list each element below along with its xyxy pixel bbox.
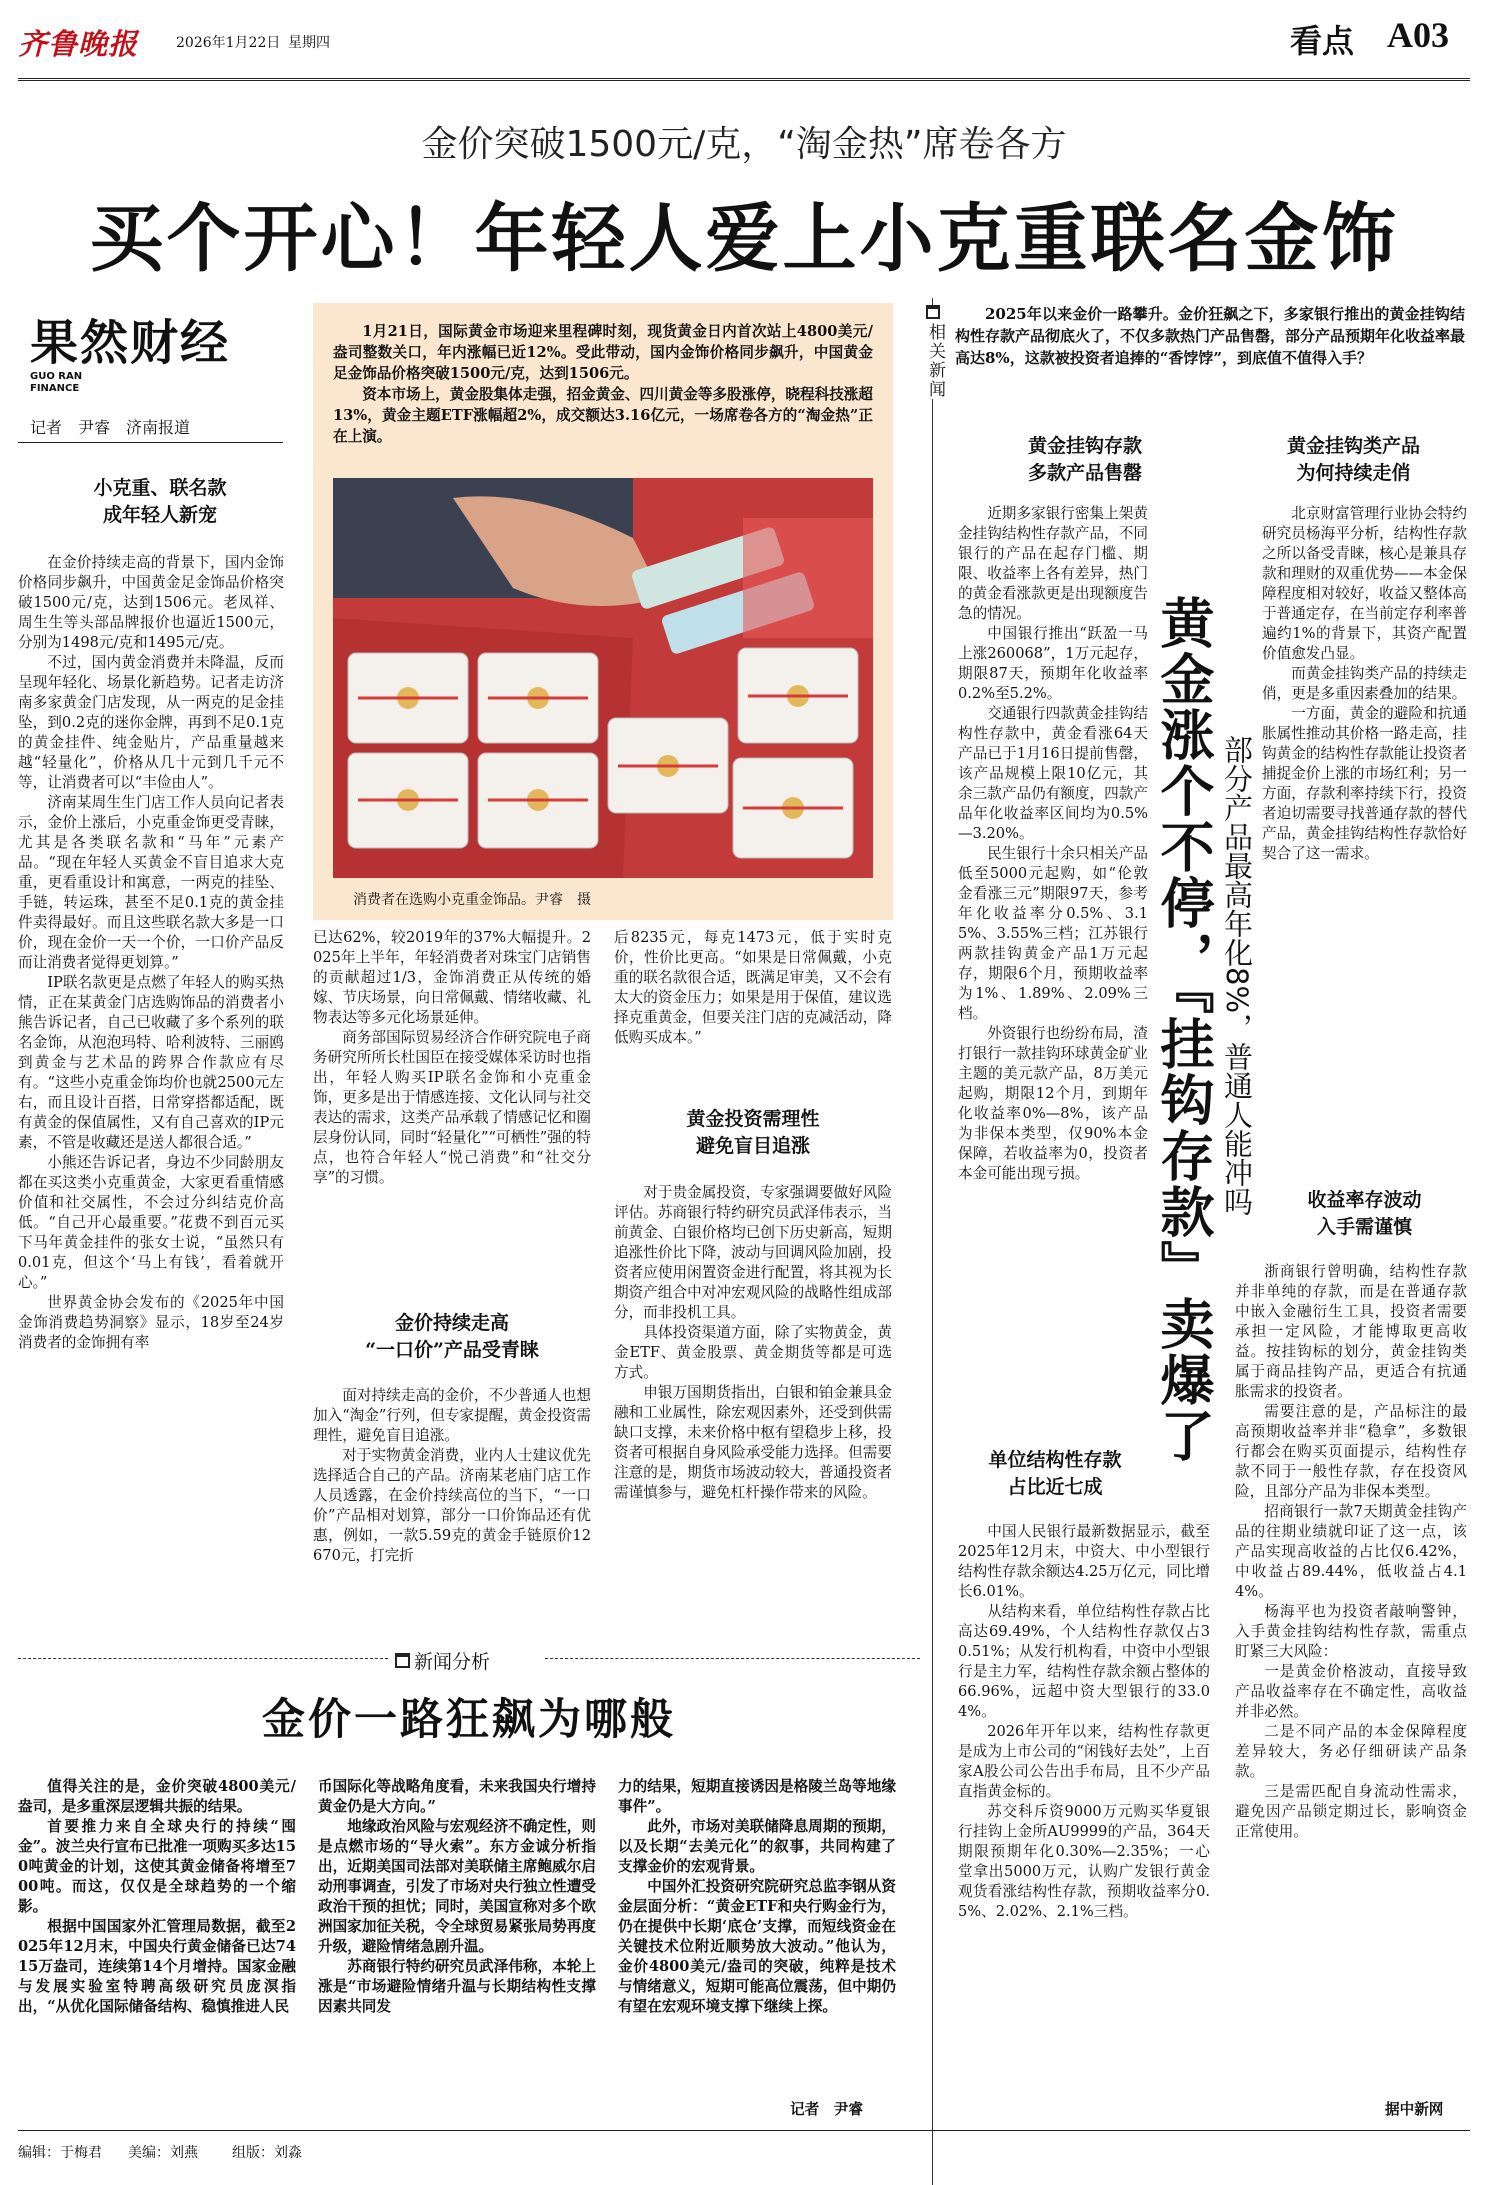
related-vertical-headline: 黄金涨个不停，『挂钩存款』卖爆了 [1152, 595, 1216, 1464]
col2-body [313, 928, 591, 1188]
analysis-rule-right [545, 1658, 920, 1659]
brand-name: 果然财经 [30, 315, 231, 371]
headline-main: 买个开心！年轻人爱上小克重联名金饰 [89, 196, 1399, 282]
related-lead-text: 2025年以来金价一路攀升。金价狂飙之下，多家银行推出的黄金挂钩结构性存款产品彻底火了，不仅多款热门产品售罄，部分产品预期年化收益率最高达8%，这款被投资者追捧的“香饽饽”，到底值不值得入手？ [955, 305, 1466, 367]
col3-para: 对于贵金属投资，专家强调要做好风险评估。苏商银行特约研究员武泽伟表示，当前黄金、白银价格均已创下历史新高，短期追涨性价比下降，波动与回调风险加剧，投资者应使用闲置资金进行配置，将其视为长期资产组合中对冲宏观风险的战略性组成部分，而非投机工具。 [614, 1184, 892, 1321]
analysis-para: 币国际化等战略角度看，未来我国央行增持黄金仍是大方向。” [318, 1778, 596, 1815]
column-divider [932, 298, 933, 2185]
col1-para: 在金价持续走高的背景下，国内金饰价格同步飙升，中国黄金足金饰品价格突破1500元/克，达到1506元。老凤祥、周生生等头部品牌报价也逼近1500元，分别为1498元/克和1495元/克。 [18, 554, 284, 651]
col1-para: 世界黄金协会发布的《2025年中国金饰消费趋势洞察》显示，18岁至24岁消费者的金饰拥有率 [18, 1294, 284, 1351]
byline: 记者 尹睿 济南报道 [30, 418, 191, 437]
col3-para: 后8235元，每克1473元，低于实时克价，性价比更高。“如果是日常佩戴，小克重的联名款很合适，既满足审美，又不会有太大的资金压力；如果是用于保值，建议选择克重黄金，但要关注门店的克减活动，降低购买成本。” [614, 929, 892, 1046]
relatedB-para: 二是不同产品的本金保障程度差异较大，务必仔细研读产品条款。 [1235, 1723, 1467, 1780]
byline-rule [18, 442, 283, 443]
related-label [923, 305, 943, 399]
col3-subhead: 黄金投资需理性 避免盲目追涨 [686, 1108, 820, 1157]
analysis-para: 根据中国国家外汇管理局数据，截至2025年12月末，中国央行黄金储备已达7415万盎司，连续第14个月增持。国家金融与发展实验室特聘高级研究员庞溟指出，“从优化国际储备结构、稳慎推进人民 [18, 1918, 296, 2015]
header-page-number: A03 [1387, 15, 1449, 55]
analysis-para: 此外，市场对美联储降息周期的预期，以及长期“去美元化”的叙事，共同构建了支撑金价的宏观背景。 [618, 1818, 896, 1875]
relatedA-para: 2026年开年以来，结构性存款更是成为上市公司的“闲钱好去处”，上百家A股公司公告出手布局，且不少产品直指黄金标的。 [958, 1723, 1210, 1800]
relatedA-body [958, 504, 1148, 1184]
relatedA-para: 交通银行四款黄金挂钩结构性存款中，黄金看涨64天产品已于1月16日提前售罄，该产品规模上限10亿元，其余三款产品仍有额度，四款产品年化收益率区间均为0.5%—3.20%。 [958, 705, 1148, 842]
analysis-para: 力的结果，短期直接诱因是格陵兰岛等地缘事件”。 [618, 1778, 896, 1815]
relatedB-para: 北京财富管理行业协会特约研究员杨海平分析，结构性存款之所以备受青睐，核心是兼具存款和理财的双重优势——本金保障程度相对较好，收益又整体高于普通定存，在当前定存利率普遍约1%的背景下，其资产配置价值愈发凸显。 [1262, 505, 1467, 662]
analysis-para: 地缘政治风险与宏观经济不确定性，则是点燃市场的“导火索”。东方金诚分析指出，近期美国司法部对美联储主席鲍威尔启动刑事调查，引发了市场对央行独立性遭受政治干预的担忧；同时，美国宣称对多个欧洲国家加征关税，令全球贸易紧张局势再度升级，避险情绪急剧升温。 [318, 1818, 596, 1955]
header-weekday: 星期四 [288, 35, 330, 51]
header-section: 看点 [1290, 22, 1355, 60]
relatedA-para: 苏交科斥资9000万元购买华夏银行挂钩上金所AU9999的产品，364天期限预期年化0.30%—2.35%；一心堂拿出5000万元，认购广发银行黄金观货看涨结构性存款，预期收益率分0.5%、2.02%、2.1%三档。 [958, 1803, 1210, 1920]
col1-para: 不过，国内黄金消费并未降温，反而呈现年轻化、场景化新趋势。记者走访济南多家黄金门店发现，从一两克的足金挂坠，到0.2克的迷你金牌，再到不足0.1克的黄金挂件、纯金贴片，产品重量越来越“轻量化”，价格从几十元到几千元不等，让消费者可以“丰俭由人”。 [18, 654, 284, 791]
col2-para: 面对持续走高的金价，不少普通人也想加入“淘金”行列，但专家提醒，黄金投资需理性，避免盲目追涨。 [313, 1387, 591, 1444]
summary-para: 资本市场上，黄金股集体走强，招金黄金、四川黄金等多股涨停，晓程科技涨超13%，黄金主题ETF涨幅超2%，成交额达3.16亿元，一场席卷各方的“淘金热”正在上演。 [333, 386, 873, 445]
relatedB-para: 三是需匹配自身流动性需求，避免因产品锁定期过长，影响资金正常使用。 [1235, 1783, 1467, 1840]
relatedB-para: 需要注意的是，产品标注的最高预期收益率并非“稳拿”，多数银行都会在购买页面提示，结构性存款不同于一般性存款，存在投资风险，且部分产品为非保本类型。 [1235, 1403, 1467, 1500]
relatedB-para: 浙商银行曾明确，结构性存款并非单纯的存款，而是在普通存款中嵌入金融衍生工具，投资者需要承担一定风险，才能博取更高收益。按挂钩标的划分，黄金挂钩类属于商品挂钩产品，更适合有抗通胀需求的投资者。 [1235, 1263, 1467, 1400]
related-vertical-subhead: 部分产品最高年化8%，普通人能冲吗 [1220, 735, 1254, 1217]
relatedA-para: 中国银行推出“跃盈一马上涨260068”，1万元起存，期限87天，预期年化收益率0.2%至5.2%。 [958, 625, 1148, 702]
relatedB-body2 [1235, 1262, 1467, 1842]
summary-para: 1月21日，国际黄金市场迎来里程碑时刻，现货黄金日内首次站上4800美元/盎司整数关口，年内涨幅已近12%。受此带动，国内金饰价格同步飙升，中国黄金足金饰品价格突破1500元/克，达到1506元。 [333, 323, 873, 382]
analysis-para: 值得关注的是，金价突破4800美元/盎司，是多重深层逻辑共振的结果。 [18, 1778, 296, 1815]
col1-para: IP联名款更是点燃了年轻人的购买热情，正在某黄金门店选购饰品的消费者小熊告诉记者，自己已收藏了多个系列的联名金饰，从泡泡玛特、哈利波特、三丽鸥到黄金与艺术品的跨界合作款应有尽有。“这些小克重金饰均价也就2500元左右，而且设计百搭，日常穿搭都适配，既有黄金的保值属性，又有自己喜欢的IP元素，不管是收藏还是送人都很合适。” [18, 974, 284, 1151]
col3-para: 具体投资渠道方面，除了实物黄金，黄金ETF、黄金股票、黄金期货等都是可选方式。 [614, 1324, 892, 1381]
news-photo [333, 478, 873, 878]
analysis-icon [395, 1653, 410, 1668]
analysis-rule-left [18, 1658, 388, 1659]
col2-para: 对于实物黄金消费，业内人士建议优先选择适合自己的产品。济南某老庙门店工作人员透露，在金价持续高位的当下，“一口价”产品相对划算，部分一口价饰品还有优惠，例如，一款5.59克的黄金手链原价12670元，打完折 [313, 1447, 591, 1564]
header-paper-name: 齐鲁晚报 [18, 27, 139, 61]
col1-body [18, 553, 284, 1353]
footer-editor: 编辑：于梅君 [18, 2145, 102, 2161]
brand-logo [30, 315, 230, 395]
relatedA-para: 民生银行十余只相关产品低至5000元起购，如“伦敦金看涨三元”期限97天，参考年化收益率分0.5%、3.15%、3.55%三档；江苏银行两款挂钩黄金产品1万元起存，期限6个月，预期收益率为1%、1.89%、2.09%三档。 [958, 845, 1148, 1022]
relatedB-subhead: 黄金挂钩类产品 为何持续走俏 [1286, 435, 1420, 484]
related-label-text: 相关新闻 [925, 323, 945, 399]
relatedA-para: 从结构来看，单位结构性存款占比高达69.49%，个人结构性存款仅占30.51%；从发行机构看，中资中小型银行是主力军，结构性存款余额占整体的66.96%，远超中资大型银行的33.04%。 [958, 1603, 1210, 1720]
relatedA-para: 中国人民银行最新数据显示，截至2025年12月末，中资大、中小型银行结构性存款余额达4.25万亿元，同比增长6.01%。 [958, 1523, 1210, 1600]
related-lead [955, 303, 1465, 369]
headline-deck: 金价突破1500元/克，“淘金热”席卷各方 [421, 124, 1067, 165]
col2-body2 [313, 1386, 591, 1566]
relatedA-subhead2: 单位结构性存款 占比近七成 [988, 1449, 1122, 1498]
relatedB-body [1262, 504, 1467, 864]
relatedA-subhead: 黄金挂钩存款 多款产品售罄 [1027, 435, 1142, 484]
header-date: 2026年1月22日 [176, 35, 281, 51]
analysis-label-text: 新闻分析 [414, 1651, 491, 1673]
relatedA-para: 近期多家银行密集上架黄金挂钩结构性存款产品，不同银行的产品在起存门槛、期限、收益率上各有差异，热门的黄金看涨款更是出现额度告急的情况。 [958, 505, 1148, 622]
footer-layout: 组版：刘淼 [232, 2145, 302, 2161]
brand-name-en: GUO RAN FINANCE [30, 371, 83, 394]
analysis-label [395, 1647, 490, 1674]
relatedB-para: 一是黄金价格波动，直接导致产品收益率存在不确定性，高收益并非必然。 [1235, 1663, 1467, 1720]
analysis-para: 中国外汇投资研究院研究总监李钢从资金层面分析：“黄金ETF和央行购金行为，仍在提供中长期‘底仓’支撑，而短线资金在关键技术位附近顺势放大波动。”他认为，金价4800美元/盎司的突破，纯粹是技术与情绪意义，短期可能高位震荡，但中期仍有望在宏观环境支撑下继续上探。 [618, 1878, 896, 2015]
analysis-para: 首要推力来自全球央行的持续“囤金”。波兰央行宣布已批准一项购买多达150吨黄金的计划，这使其黄金储备将增至700吨。而这，仅仅是全球趋势的一个缩影。 [18, 1818, 296, 1915]
col3-body [614, 928, 892, 1048]
relatedB-para: 杨海平也为投资者敲响警钟，入手黄金挂钩结构性存款，需重点盯紧三大风险： [1235, 1603, 1467, 1660]
summary-box [313, 303, 893, 920]
col2-para: 商务部国际贸易经济合作研究院电子商务研究所所长杜国臣在接受媒体采访时也指出，年轻人购买IP联名金饰和小克重金饰，更多是出于情感连接、文化认同与社交表达的需求，这类产品承载了情感记忆和圈层身份认同，同时“轻量化”“可栖性”强的特点，也符合年轻人“悦己消费”和“社交分享”的习惯。 [313, 1029, 591, 1186]
summary-text [333, 321, 873, 447]
col3-body2 [614, 1183, 892, 1503]
relatedB-para: 招商银行一款7天期黄金挂钩产品的往期业绩就印证了这一点，该产品实现高收益的占比仅6.42%，中收益占89.44%，低收益占4.14%。 [1235, 1503, 1467, 1600]
relatedA-para: 外资银行也纷纷布局，渣打银行一款挂钩环球黄金矿业主题的美元款产品，8万美元起购，期限12个月，到期年化收益率0%—8%，该产品为非保本类型，仅90%本金保障，若收益率为0，投资者本金可能出现亏损。 [958, 1025, 1148, 1182]
relatedB-para: 而黄金挂钩类产品的持续走俏，更是多重因素叠加的结果。 [1262, 665, 1467, 702]
header-rule [18, 78, 1470, 81]
col1-para: 济南某周生生门店工作人员向记者表示，金价上涨后，小克重金饰更受青睐，尤其是各类联名款和“马年”元素产品。“现在年轻人买黄金不盲目追求大克重，更看重设计和寓意，一两克的挂坠、手链，转运珠，甚至不足0.1克的黄金挂件卖得最好。而且这些联名款大多是一口价，现在金价一天一个价，一口价产品反而让消费者觉得更划算。” [18, 794, 284, 971]
analysis-byline: 记者 尹睿 [790, 2101, 863, 2118]
related-source: 据中新网 [1385, 2101, 1444, 2118]
col3-para: 申银万国期货指出，白银和铂金兼具金融和工业属性，除宏观因素外，还受到供需缺口支撑，未来价格中枢有望稳步上移，投资者可根据自身风险承受能力选择。但需要注意的是，期货市场波动较大，普通投资者需谨慎参与，避免杠杆操作带来的风险。 [614, 1384, 892, 1501]
analysis-para: 苏商银行特约研究员武泽伟称，本轮上涨是“市场避险情绪升温与长期结构性支撑因素共同发 [318, 1958, 596, 2015]
col2-para: 已达62%，较2019年的37%大幅提升。2025年上半年，年轻消费者对珠宝门店销售的贡献超过1/3，金饰消费正从传统的婚嫁、节庆场景，向日常佩戴、情绪收藏、礼物表达等多元化场景延伸。 [313, 929, 591, 1026]
col1-subhead: 小克重、联名款 成年轻人新宠 [93, 477, 227, 526]
analysis-col2 [318, 1777, 596, 2017]
photo-caption: 消费者在选购小克重金饰品。尹睿 摄 [353, 892, 591, 908]
col1-para: 小熊还告诉记者，身边不少同龄朋友都在买这类小克重黄金，大家更看重情感价值和社交属性，不会过分纠结克价高低。“自己开心最重要。”花费不到百元买下马年黄金挂件的张女士说，“虽然只有0.01克，但这个‘马上有钱’，看着就开心。” [18, 1154, 284, 1291]
analysis-col1 [18, 1777, 296, 2017]
footer-rule [18, 2130, 1470, 2131]
related-icon [926, 305, 940, 319]
col2-subhead: 金价持续走高 “一口价”产品受青睐 [365, 1312, 539, 1361]
relatedB-subhead2: 收益率存波动 入手需谨慎 [1307, 1189, 1422, 1238]
footer-art: 美编：刘燕 [128, 2145, 198, 2161]
relatedB-para: 一方面，黄金的避险和抗通胀属性推动其价格一路走高，挂钩黄金的结构性存款能让投资者捕捉金价上涨的市场红利；另一方面，存款利率持续下行，投资者迫切需要寻找普通存款的替代产品，黄金挂钩结构性存款恰好契合了这一需求。 [1262, 705, 1467, 862]
relatedA-body2 [958, 1522, 1210, 1922]
analysis-title: 金价一路狂飙为哪般 [262, 1695, 676, 1745]
analysis-col3 [618, 1777, 896, 2017]
